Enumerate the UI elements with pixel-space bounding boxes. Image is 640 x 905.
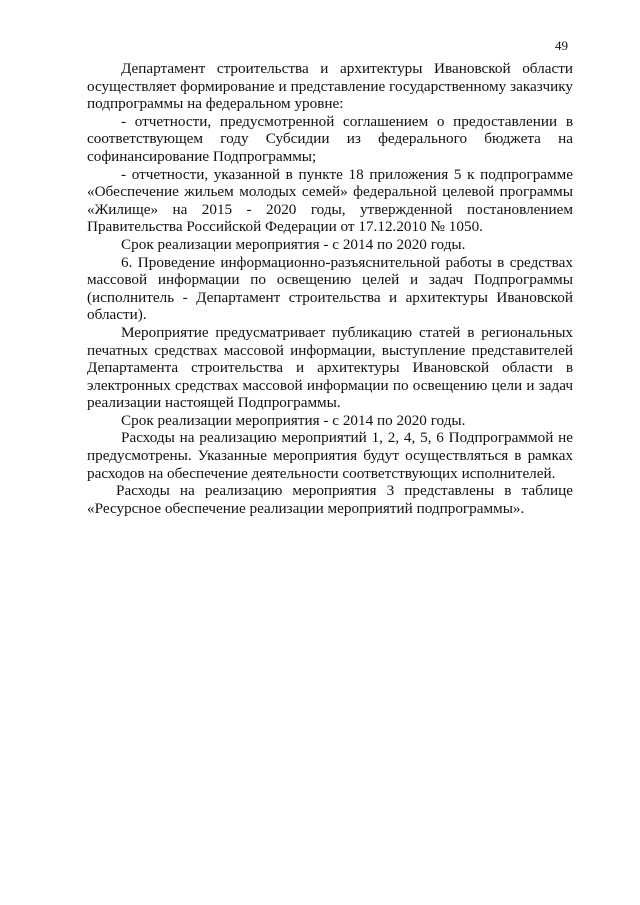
paragraph-information-work: 6. Проведение информационно-разъяснительной работы в средствах массовой информации по освещению целей и задач Подпрограммы (исполнитель - Департамент строительства и архитектуры Ивановской области). [87, 253, 573, 324]
page-number: 49 [555, 38, 568, 53]
paragraph-expenses-not-provided: Расходы на реализацию мероприятий 1, 2, 4, 5, 6 Подпрограммой не предусмотрены. Указанные мероприятия будут осуществляться в рамках расходов на обеспечение деятельности соответствующих исполнителей. [87, 429, 573, 482]
document-body [87, 60, 573, 517]
paragraph-federal-program-reporting: - отчетности, указанной в пункте 18 приложения 5 к подпрограмме «Обеспечение жильем молодых семей» федеральной целевой программы «Жилище» на 2015 - 2020 годы, утвержденной постановлением Правительства Российской Федерации от 17.12.2010 № 1050. [87, 165, 573, 236]
paragraph-resource-table-reference: Расходы на реализацию мероприятия 3 представлены в таблице «Ресурсное обеспечение реализации мероприятий подпрограммы». [87, 482, 573, 517]
paragraph-department-reporting: Департамент строительства и архитектуры Ивановской области осуществляет формирование и представление государственному заказчику подпрограммы на федеральном уровне: [87, 60, 573, 113]
paragraph-subsidy-reporting: - отчетности, предусмотренной соглашением о предоставлении в соответствующем году Субсидии из федерального бюджета на софинансирование Подпрограммы; [87, 112, 573, 165]
paragraph-media-publications: Мероприятие предусматривает публикацию статей в региональных печатных средствах массовой информации, выступление представителей Департамента строительства и архитектуры Ивановской области в электронных средствах массовой информации по освещению цели и задач реализации настоящей Подпрограммы. [87, 323, 573, 412]
paragraph-implementation-period-1: Срок реализации мероприятия - с 2014 по 2020 годы. [121, 235, 466, 253]
paragraph-implementation-period-2: Срок реализации мероприятия - с 2014 по 2020 годы. [121, 411, 466, 429]
